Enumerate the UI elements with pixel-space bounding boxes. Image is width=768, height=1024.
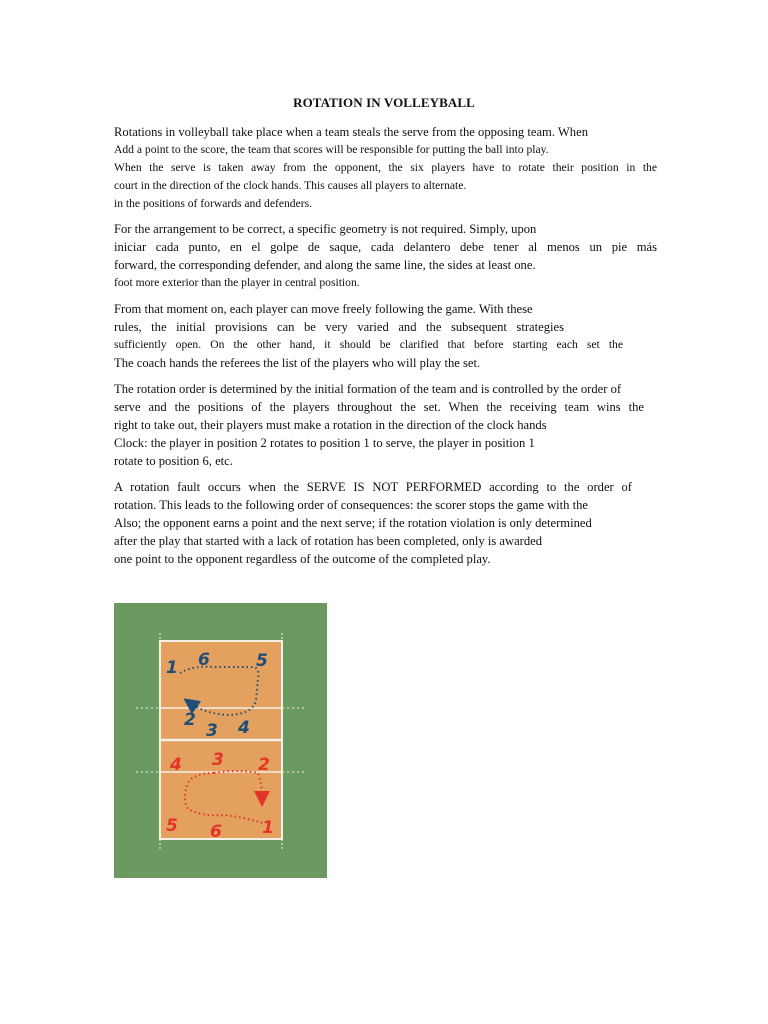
court-rotation-figure (114, 603, 327, 878)
paragraph-line: A rotation fault occurs when the SERVE IS NOT PERFORMED according to the order of (114, 480, 632, 494)
paragraph-5 (114, 478, 657, 568)
paragraph-3 (114, 300, 657, 372)
paragraph-line: rotation. This leads to the following order of consequences: the scorer stops the game with the (114, 498, 589, 512)
player-number-bottom: 5 (166, 816, 178, 836)
court-diagram (114, 603, 327, 878)
paragraph-line: iniciar cada punto, en el golpe de saque, cada delantero debe tener al menos un pie más (114, 240, 657, 254)
player-number-bottom: 6 (210, 822, 222, 842)
paragraph-line: When the serve is taken away from the opponent, the six players have to rotate their position in the (114, 161, 657, 174)
paragraph-line: The coach hands the referees the list of the players who will play the set. (114, 356, 481, 370)
paragraph-line: foot more exterior than the player in central position. (114, 276, 360, 289)
paragraph-line: sufficiently open. On the other hand, it should be clarified that before starting each set the (114, 338, 623, 351)
paragraph-line: For the arrangement to be correct, a specific geometry is not required. Simply, upon (114, 222, 537, 236)
player-number-bottom: 3 (212, 750, 224, 770)
paragraph-line: Clock: the player in position 2 rotates to position 1 to serve, the player in position 1 (114, 436, 535, 450)
paragraph-1 (114, 123, 657, 213)
paragraph-line: From that moment on, each player can move freely following the game. With these (114, 302, 533, 316)
player-number-top: 5 (256, 651, 268, 671)
player-number-bottom: 1 (262, 818, 274, 838)
paragraph-line: Add a point to the score, the team that scores will be responsible for putting the ball into play. (114, 143, 549, 156)
paragraph-line: Rotations in volleyball take place when a team steals the serve from the opposing team. When (114, 125, 588, 139)
paragraph-4 (114, 380, 657, 470)
paragraph-line: forward, the corresponding defender, and along the same line, the sides at least one. (114, 258, 536, 272)
player-number-top: 3 (206, 721, 218, 741)
player-number-top: 4 (238, 718, 250, 738)
player-number-top: 2 (184, 710, 196, 730)
paragraph-line: rules, the initial provisions can be very varied and the subsequent strategies (114, 320, 564, 334)
paragraph-line: serve and the positions of the players throughout the set. When the receiving team wins the (114, 400, 644, 414)
paragraph-2 (114, 220, 657, 292)
paragraph-line: Also; the opponent earns a point and the next serve; if the rotation violation is only determined (114, 516, 592, 530)
player-number-bottom: 2 (258, 755, 270, 775)
paragraph-line: one point to the opponent regardless of the outcome of the completed play. (114, 552, 491, 566)
paragraph-line: rotate to position 6, etc. (114, 454, 233, 468)
paragraph-line: The rotation order is determined by the initial formation of the team and is controlled by the order of (114, 382, 622, 396)
paragraph-line: after the play that started with a lack of rotation has been completed, only is awarded (114, 534, 543, 548)
player-number-top: 6 (198, 650, 210, 670)
paragraph-line: in the positions of forwards and defenders. (114, 197, 313, 210)
player-number-top: 1 (166, 658, 178, 678)
player-number-bottom: 4 (170, 755, 182, 775)
paragraph-line: court in the direction of the clock hands. This causes all players to alternate. (114, 179, 467, 192)
paragraph-line: right to take out, their players must make a rotation in the direction of the clock hands (114, 418, 547, 432)
document-title: ROTATION IN VOLLEYBALL (293, 95, 475, 110)
